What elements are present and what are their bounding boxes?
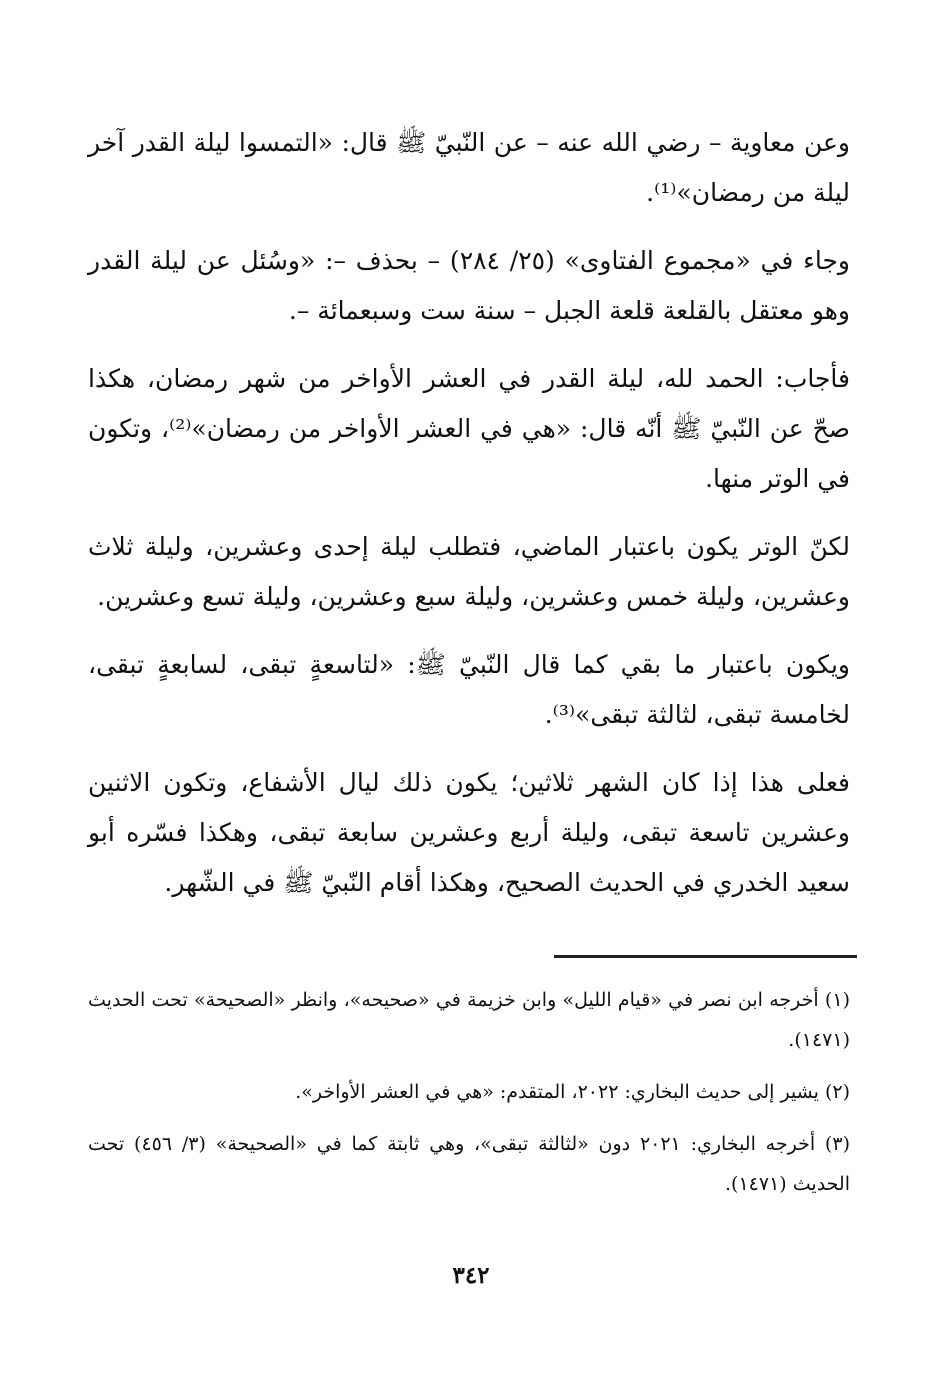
paragraph-6: فعلى هذا إذا كان الشهر ثلاثين؛ يكون ذلك ليال الأشفاع، وتكون الاثنين وعشرين تاسعة تبقى، وليلة أربع وعشرين سابعة تبقى، وهكذا فسّره أبو سعيد الخدري في الحديث الصحيح، وهكذا أقام النّبيّ ﷺ في الشّهر. <box>88 768 850 897</box>
footnotes <box>88 980 850 1216</box>
footnote-2: (٢) يشير إلى حديث البخاري: ٢٠٢٢، المتقدم: «هي في العشر الأواخر». <box>295 1081 850 1103</box>
footnote-3: (٣) أخرجه البخاري: ٢٠٢١ دون «لثالثة تبقى»، وهي ثابتة كما في «الصحيحة» (٣/ ٤٥٦) تحت الحديث (١٤٧١). <box>88 1133 850 1195</box>
footnote-1: (١) أخرجه ابن نصر في «قيام الليل» وابن خزيمة في «صحيحه»، وانظر «الصحيحة» تحت الحديث (١٤٧١). <box>88 989 850 1051</box>
footnote-separator <box>554 955 857 958</box>
paragraph-3: فأجاب: الحمد لله، ليلة القدر في العشر الأواخر من شهر رمضان، هكذا صحّ عن النّبيّ ﷺ أنّه قال: «هي في العشر الأواخر من رمضان»⁽²⁾، وتكون في الوتر منها. <box>88 364 850 493</box>
paragraph-4: لكنّ الوتر يكون باعتبار الماضي، فتطلب ليلة إحدى وعشرين، وليلة ثلاث وعشرين، وليلة خمس وعشرين، وليلة سبع وعشرين، وليلة تسع وعشرين. <box>88 532 850 611</box>
paragraph-5: ويكون باعتبار ما بقي كما قال النّبيّ ﷺ: «لتاسعةٍ تبقى، لسابعةٍ تبقى، لخامسة تبقى، لثالثة تبقى»⁽³⁾. <box>88 650 850 729</box>
paragraph-1: وعن معاوية – رضي الله عنه – عن النّبيّ ﷺ قال: «التمسوا ليلة القدر آخر ليلة من رمضان»⁽¹⁾. <box>88 128 850 207</box>
main-text <box>88 118 850 926</box>
page-number: ٣٤٢ <box>452 1262 490 1289</box>
paragraph-2: وجاء في «مجموع الفتاوى» (٢٥/ ٢٨٤) – بحذف –: «وسُئل عن ليلة القدر وهو معتقل بالقلعة قلعة الجبل – سنة ست وسبعمائة –. <box>88 246 850 325</box>
